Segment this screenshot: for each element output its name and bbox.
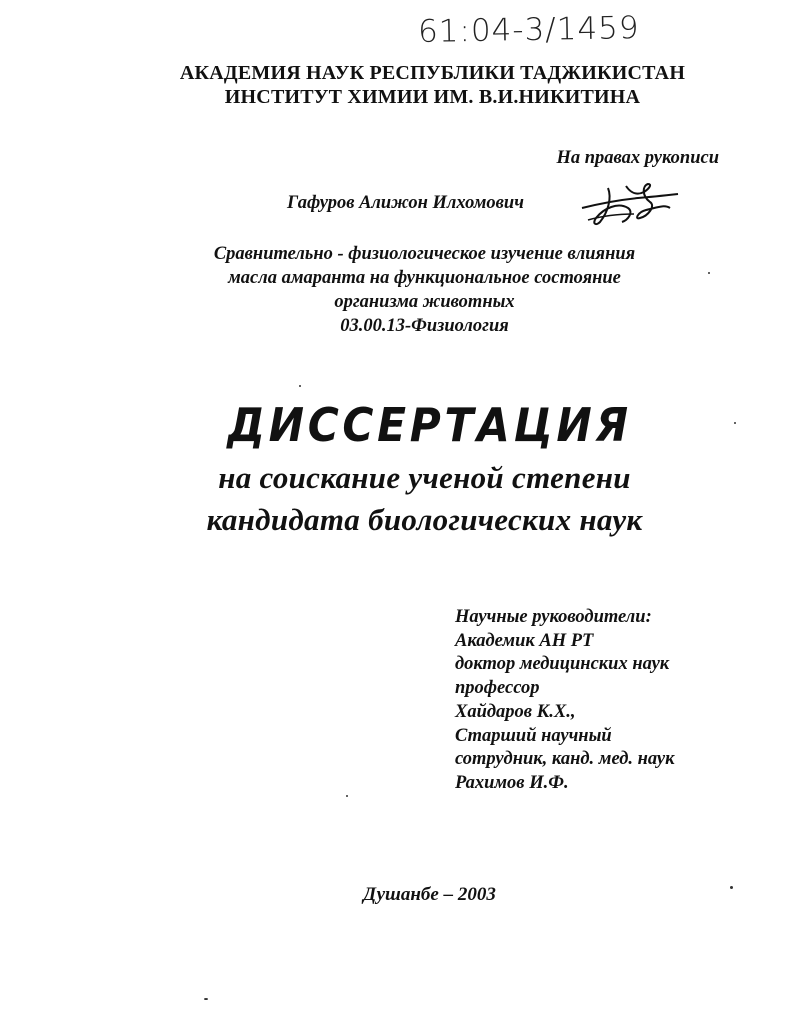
scan-speck xyxy=(734,422,736,424)
city-year: Душанбе – 2003 xyxy=(363,884,496,905)
manuscript-note: На правах рукописи xyxy=(556,148,719,168)
supervisor-line: Академик АН РТ xyxy=(455,630,594,651)
degree-line-2: кандидата биологических наук xyxy=(206,502,643,537)
title-line: Сравнительно - физиологическое изучение влияния xyxy=(213,244,636,264)
supervisors-block xyxy=(455,606,675,796)
supervisor-line: Рахимов И.Ф. xyxy=(455,772,569,793)
organization-line-2: ИНСТИТУТ ХИМИИ ИМ. В.И.НИКИТИНА xyxy=(224,86,641,108)
supervisor-line: сотрудник, канд. мед. наук xyxy=(455,749,675,770)
title-line: масла амаранта на функциональное состояние xyxy=(228,268,621,288)
supervisor-line: Хайдаров К.Х., xyxy=(455,701,576,722)
author-name: Гафуров Алижон Илхомович xyxy=(287,193,524,213)
degree-line-1: на соискание ученой степени xyxy=(218,460,631,495)
supervisor-line: Старший научный xyxy=(455,725,612,746)
dissertation-heading: ДИССЕРТАЦИЯ xyxy=(227,398,632,452)
supervisor-line: доктор медицинских наук xyxy=(455,654,670,675)
supervisor-line: профессор xyxy=(455,678,540,699)
organization-line-1: АКАДЕМИЯ НАУК РЕСПУБЛИКИ ТАДЖИКИСТАН xyxy=(179,62,686,84)
title-line: организма животных xyxy=(334,292,515,312)
scan-speck xyxy=(299,385,301,387)
scan-speck xyxy=(204,998,208,1000)
scan-speck xyxy=(730,886,733,889)
scan-speck xyxy=(346,795,348,797)
scan-speck xyxy=(708,272,710,274)
signature-icon xyxy=(578,178,682,230)
supervisors-heading: Научные руководители: xyxy=(455,607,652,627)
archive-code: 61:04-3/1459 xyxy=(417,10,640,50)
specialty-code: 03.00.13-Физиология xyxy=(340,316,509,336)
dissertation-title xyxy=(0,242,799,338)
